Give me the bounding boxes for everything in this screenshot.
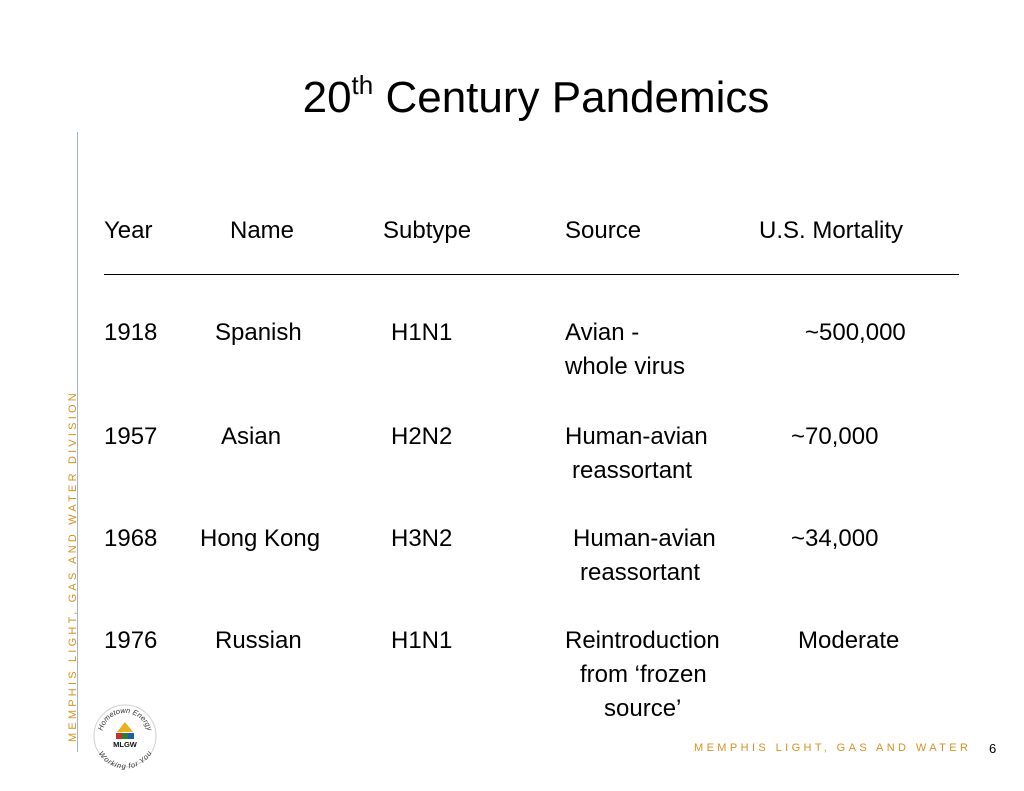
side-division-label: MEMPHIS LIGHT, GAS AND WATER DIVISION xyxy=(67,390,79,742)
row-1968-source-line2: reassortant xyxy=(580,559,701,586)
mlgw-logo xyxy=(90,700,160,770)
page-number: 6 xyxy=(989,741,997,756)
footer-company-name: MEMPHIS LIGHT, GAS AND WATER xyxy=(694,742,972,754)
row-1968-year: 1968 xyxy=(104,525,158,552)
row-1968-source-line1: Human-avian xyxy=(573,525,716,552)
slide-title: 20th Century Pandemics xyxy=(302,70,770,122)
row-1918-year: 1918 xyxy=(104,319,158,346)
row-1968-subtype: H3N2 xyxy=(391,525,453,552)
row-1976-name: Russian xyxy=(215,627,302,654)
row-1976-subtype: H1N1 xyxy=(391,627,453,654)
header-source: Source xyxy=(565,217,642,244)
row-1968-name: Hong Kong xyxy=(200,525,321,552)
row-1957-source-line2: reassortant xyxy=(572,457,693,484)
row-1957-name: Asian xyxy=(221,423,282,450)
row-1976-source-line1: Reintroduction xyxy=(565,627,720,654)
header-mortality: U.S. Mortality xyxy=(759,217,904,244)
row-1968-mortality: ~34,000 xyxy=(791,525,879,552)
row-1957-mortality: ~70,000 xyxy=(791,423,879,450)
row-1918-mortality: ~500,000 xyxy=(805,319,906,346)
row-1918-source-line2: whole virus xyxy=(565,353,686,380)
logo-arc-top-text: Hometown Energy xyxy=(95,705,155,732)
row-1918-name: Spanish xyxy=(215,319,302,346)
logo-arc-bottom-text: Working for You xyxy=(96,749,154,770)
row-1957-subtype: H2N2 xyxy=(391,423,453,450)
row-1918-source-line1: Avian - xyxy=(565,319,640,346)
row-1957-year: 1957 xyxy=(104,423,158,450)
logo-center-text: MLGW xyxy=(113,740,137,749)
header-year: Year xyxy=(104,217,153,244)
header-name: Name xyxy=(230,217,295,244)
row-1976-mortality: Moderate xyxy=(798,627,900,654)
row-1976-source-line3: source’ xyxy=(604,695,682,722)
row-1976-year: 1976 xyxy=(104,627,158,654)
row-1957-source-line1: Human-avian xyxy=(565,423,708,450)
header-subtype: Subtype xyxy=(383,217,472,244)
row-1976-source-line2: from ‘frozen xyxy=(580,661,707,688)
header-underline xyxy=(104,274,959,275)
row-1918-subtype: H1N1 xyxy=(391,319,453,346)
